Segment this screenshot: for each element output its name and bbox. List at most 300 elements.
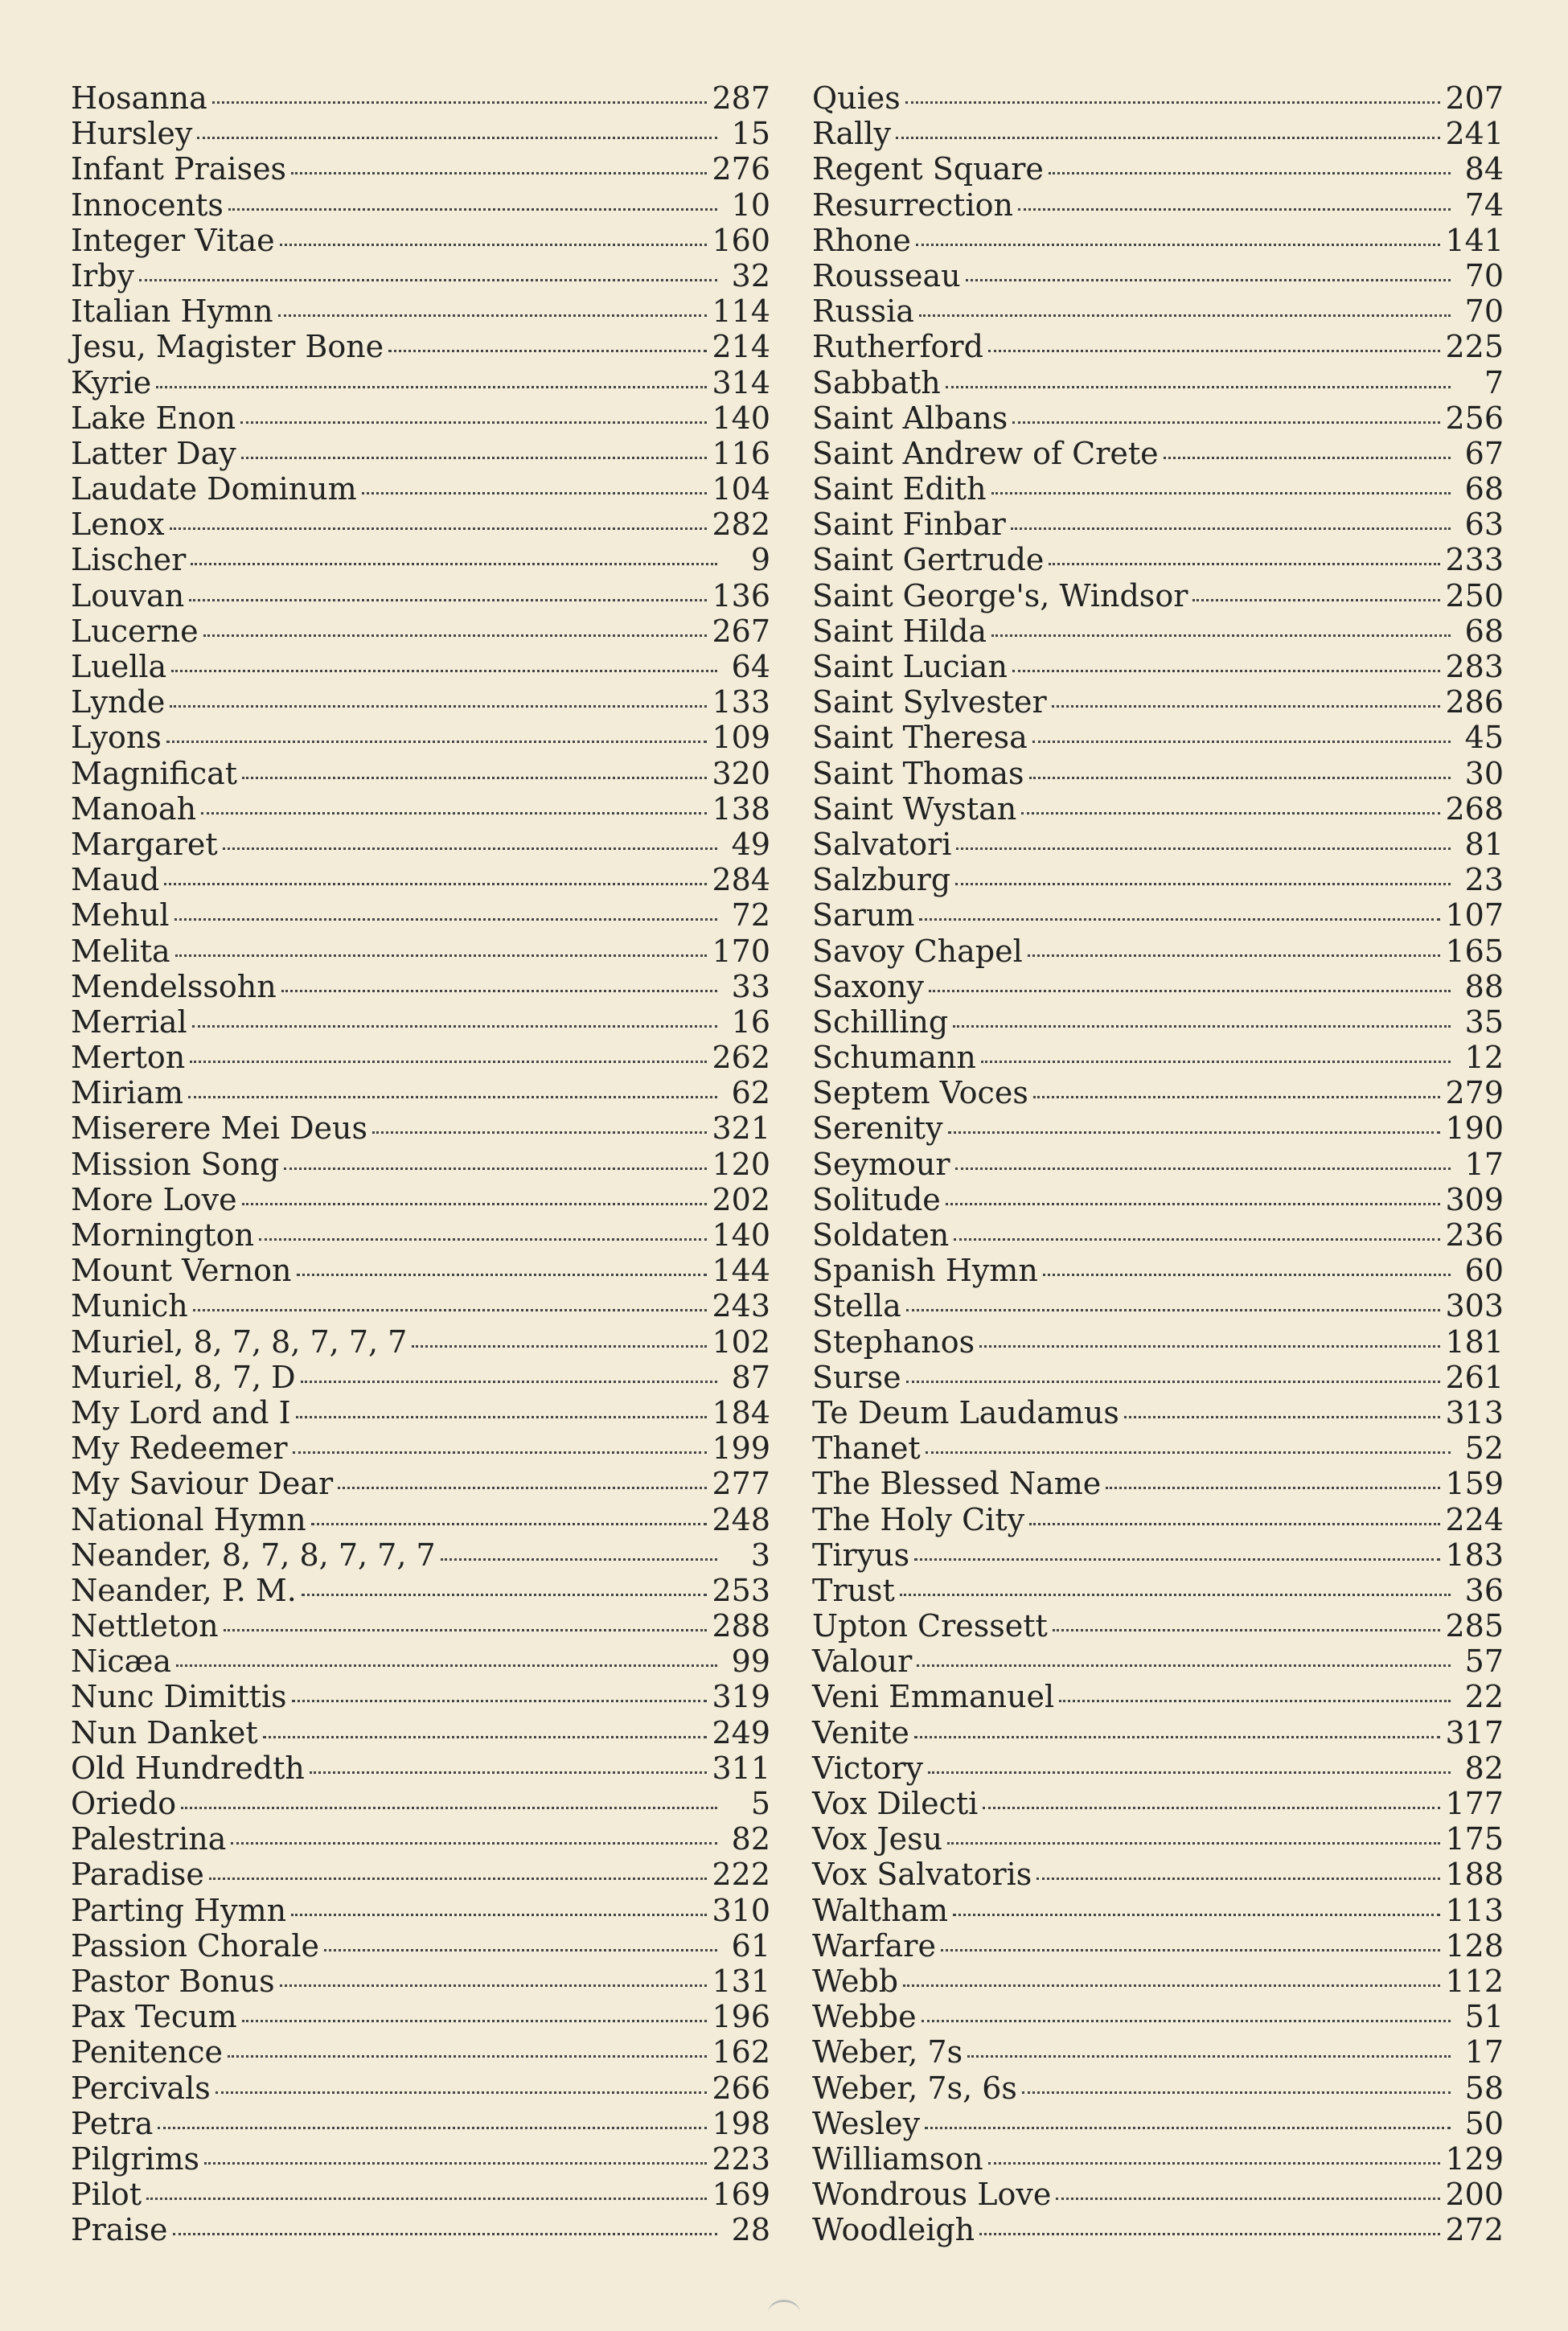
page-number: 286 — [1445, 684, 1504, 720]
dot-leader — [171, 670, 717, 672]
dot-leader — [412, 1345, 707, 1348]
index-entry — [812, 897, 1504, 933]
index-entry — [71, 187, 770, 223]
dot-leader — [224, 1629, 708, 1631]
dot-leader — [284, 1168, 707, 1170]
tune-name: Nicæa — [71, 1644, 172, 1680]
tune-name: Irby — [71, 257, 134, 293]
tune-name: Hursley — [71, 116, 193, 152]
index-entry — [812, 969, 1504, 1004]
dot-leader — [941, 1949, 1441, 1951]
page-number: 113 — [1445, 1892, 1504, 1928]
page-number: 285 — [1445, 1608, 1504, 1644]
page-number: 68 — [1464, 471, 1504, 507]
index-entry — [812, 614, 1504, 649]
dot-leader — [967, 2055, 1451, 2058]
index-entry — [812, 1360, 1504, 1395]
tune-name: Surse — [812, 1359, 901, 1395]
index-entry — [71, 1537, 770, 1573]
index-entry — [71, 720, 770, 755]
dot-leader — [263, 1736, 708, 1738]
dot-leader — [212, 101, 708, 104]
page-number: 133 — [712, 684, 770, 720]
index-entry — [71, 1679, 770, 1714]
dot-leader — [192, 1025, 717, 1028]
page-number: 33 — [731, 968, 770, 1004]
page-number: 223 — [712, 2140, 770, 2177]
dot-leader — [1018, 208, 1451, 211]
index-entry — [812, 1466, 1504, 1501]
dot-leader — [223, 847, 717, 850]
dot-leader — [947, 1842, 1440, 1845]
tune-name: Resurrection — [812, 187, 1013, 223]
index-entry — [812, 223, 1504, 258]
page-number: 177 — [1445, 1786, 1504, 1821]
tune-name: Serenity — [812, 1110, 943, 1147]
index-entry — [812, 1430, 1504, 1466]
page-number: 102 — [712, 1323, 770, 1360]
page-number: 303 — [1445, 1288, 1504, 1324]
dot-leader — [1056, 2198, 1440, 2200]
dot-leader — [228, 2055, 707, 2058]
index-entry — [71, 2070, 770, 2106]
index-entry — [812, 862, 1504, 897]
page-number: 17 — [1464, 2034, 1504, 2070]
tune-name: Saint Andrew of Crete — [812, 435, 1159, 471]
page-number: 311 — [712, 1750, 770, 1786]
page-number: 170 — [712, 933, 770, 969]
tune-name: Wondrous Love — [812, 2177, 1052, 2213]
dot-leader — [929, 990, 1451, 992]
dot-leader — [917, 1664, 1451, 1667]
page-number: 141 — [1445, 222, 1504, 258]
index-entry — [71, 1182, 770, 1217]
index-entry — [812, 2177, 1504, 2212]
tune-name: Percivals — [71, 2070, 211, 2106]
dot-leader — [173, 2233, 717, 2235]
dot-leader — [914, 1736, 1441, 1738]
index-entry — [71, 614, 770, 649]
tune-name: Lenox — [71, 507, 165, 543]
index-entry — [812, 1324, 1504, 1360]
dot-leader — [1033, 1096, 1441, 1098]
dot-leader — [197, 137, 717, 139]
index-entry — [71, 1786, 770, 1821]
dot-leader — [1052, 705, 1441, 708]
tune-name: Innocents — [71, 187, 224, 223]
tune-name: Regent Square — [812, 151, 1044, 187]
dot-leader — [310, 1771, 708, 1774]
page-number: 317 — [1445, 1714, 1504, 1750]
tune-name: Muriel, 8, 7, 8, 7, 7, 7 — [71, 1323, 408, 1360]
tune-name: Spanish Hymn — [812, 1253, 1038, 1289]
page-number: 140 — [712, 1217, 770, 1253]
page-number: 35 — [1464, 1003, 1504, 1040]
dot-leader — [1043, 1274, 1451, 1276]
tune-name: Thanet — [812, 1430, 921, 1467]
tune-name: Russia — [812, 293, 914, 330]
page-number: 104 — [712, 471, 770, 507]
tune-name: Venite — [812, 1714, 909, 1750]
tune-name: Lynde — [71, 684, 166, 720]
page-number: 51 — [1464, 1999, 1504, 2035]
dot-leader — [338, 1487, 707, 1489]
page-number: 88 — [1464, 968, 1504, 1004]
page-number: 313 — [1445, 1394, 1504, 1430]
page-number: 99 — [731, 1644, 770, 1680]
dot-leader — [1022, 2091, 1451, 2094]
page-number: 64 — [731, 649, 770, 684]
tune-name: Webbe — [812, 1999, 917, 2035]
page-number: 200 — [1445, 2177, 1504, 2213]
tune-name: Infant Praises — [71, 151, 287, 187]
index-entry — [71, 1608, 770, 1644]
dot-leader — [139, 279, 717, 281]
page-number: 190 — [1445, 1110, 1504, 1147]
dot-leader — [296, 1416, 708, 1418]
index-entry — [71, 578, 770, 614]
dot-leader — [292, 1700, 708, 1702]
index-entry — [71, 436, 770, 471]
tune-name: Mornington — [71, 1217, 254, 1253]
dot-leader — [955, 883, 1451, 885]
dot-leader — [896, 137, 1441, 139]
dot-leader — [170, 527, 708, 530]
dot-leader — [259, 1238, 707, 1241]
index-entry — [71, 684, 770, 720]
page-number: 16 — [731, 1003, 770, 1040]
dot-leader — [1032, 741, 1451, 743]
index-entry — [71, 1430, 770, 1466]
index-entry — [812, 1857, 1504, 1892]
index-entry — [812, 649, 1504, 684]
index-entry — [812, 1110, 1504, 1146]
tune-name: Pilot — [71, 2177, 142, 2213]
index-entry — [812, 2141, 1504, 2177]
dot-leader — [919, 314, 1451, 317]
page-number: 214 — [712, 329, 770, 365]
index-entry — [71, 1644, 770, 1679]
dot-leader — [1192, 599, 1440, 601]
index-entry — [812, 151, 1504, 187]
tune-name: Vox Dilecti — [812, 1786, 979, 1821]
tune-name: Saint Sylvester — [812, 684, 1047, 720]
index-entry — [71, 756, 770, 791]
page-number: 114 — [712, 293, 770, 330]
dot-leader — [188, 1096, 717, 1098]
page-number: 267 — [712, 613, 770, 649]
dot-leader — [242, 777, 707, 779]
page-number: 224 — [1445, 1501, 1504, 1537]
page-number: 236 — [1445, 1217, 1504, 1253]
tune-name: Salvatori — [812, 826, 952, 862]
dot-leader — [158, 2127, 707, 2129]
dot-leader — [900, 1594, 1451, 1596]
dot-leader — [291, 172, 707, 174]
page-number: 45 — [1464, 720, 1504, 756]
dot-leader — [280, 1984, 708, 1987]
page-number: 320 — [712, 755, 770, 791]
page-number: 49 — [731, 826, 770, 862]
tune-name: My Redeemer — [71, 1430, 288, 1467]
tune-name: Saxony — [812, 968, 924, 1004]
tune-name: Williamson — [812, 2140, 983, 2177]
tune-name: Palestrina — [71, 1821, 227, 1857]
dot-leader — [948, 1131, 1441, 1134]
dot-leader — [1053, 1629, 1441, 1631]
page-number: 58 — [1464, 2070, 1504, 2106]
tune-name: Weber, 7s, 6s — [812, 2070, 1017, 2106]
page-number: 207 — [1445, 80, 1504, 116]
dot-leader — [204, 2162, 707, 2165]
tune-name: More Love — [71, 1181, 237, 1217]
index-entry — [812, 720, 1504, 755]
page-number: 198 — [712, 2105, 770, 2141]
index-entry — [71, 1253, 770, 1288]
page-number: 181 — [1445, 1323, 1504, 1360]
dot-leader — [176, 1664, 717, 1667]
tune-name: My Saviour Dear — [71, 1466, 334, 1502]
tune-name: Nun Danket — [71, 1714, 258, 1750]
dot-leader — [1029, 777, 1451, 779]
page-number: 321 — [712, 1110, 770, 1147]
index-entry — [71, 1502, 770, 1537]
tune-name: Saint Edith — [812, 471, 987, 507]
page-number: 160 — [712, 222, 770, 258]
index-entry — [812, 1928, 1504, 1964]
page-number: 261 — [1445, 1359, 1504, 1395]
dot-leader — [906, 1309, 1441, 1311]
dot-leader — [1106, 1487, 1440, 1489]
dot-leader — [988, 350, 1441, 352]
dot-leader — [201, 812, 707, 815]
page-number: 202 — [712, 1181, 770, 1217]
page-number: 10 — [731, 187, 770, 223]
tune-name: Jesu, Magister Bone — [71, 329, 384, 365]
page-number: 250 — [1445, 577, 1504, 614]
dot-leader — [191, 563, 717, 565]
index-entry — [812, 756, 1504, 791]
tune-name: Victory — [812, 1750, 923, 1786]
tune-name: Melita — [71, 933, 170, 969]
page-number: 262 — [712, 1040, 770, 1076]
index-entry — [71, 1217, 770, 1253]
page-number: 279 — [1445, 1075, 1504, 1111]
index-entry — [812, 684, 1504, 720]
tune-name: Veni Emmanuel — [812, 1679, 1055, 1715]
index-entry — [71, 507, 770, 542]
index-entry — [71, 1964, 770, 1999]
dot-leader — [1012, 670, 1441, 672]
tune-name: Rutherford — [812, 329, 983, 365]
tune-name: Woodleigh — [812, 2212, 975, 2248]
page-number: 309 — [1445, 1181, 1504, 1217]
dot-leader — [925, 2127, 1451, 2129]
dot-leader — [175, 954, 708, 957]
page-number: 36 — [1464, 1572, 1504, 1608]
tune-name: Wesley — [812, 2105, 921, 2141]
page-number: 310 — [712, 1892, 770, 1928]
page-number: 70 — [1464, 257, 1504, 293]
index-entry — [71, 542, 770, 577]
dot-leader — [953, 1914, 1440, 1916]
dot-leader — [311, 1523, 708, 1525]
index-entry — [71, 2212, 770, 2247]
page-number: 30 — [1464, 755, 1504, 791]
page-number: 67 — [1464, 435, 1504, 471]
index-entry — [812, 1040, 1504, 1075]
index-entry — [812, 329, 1504, 364]
index-entry — [71, 1857, 770, 1892]
index-entry — [71, 400, 770, 436]
tune-name: Lyons — [71, 720, 162, 756]
index-entry — [71, 223, 770, 258]
tune-name: National Hymn — [71, 1501, 306, 1537]
index-entry — [812, 2106, 1504, 2141]
index-entry — [812, 1715, 1504, 1750]
dot-leader — [1049, 172, 1451, 174]
page-number: 282 — [712, 507, 770, 543]
tune-name: Manoah — [71, 790, 197, 827]
index-entry — [812, 116, 1504, 151]
index-entry — [71, 1288, 770, 1323]
dot-leader — [1036, 1878, 1440, 1880]
tune-name: Praise — [71, 2212, 168, 2248]
page-number: 169 — [712, 2177, 770, 2213]
dot-leader — [905, 101, 1441, 104]
dot-leader — [193, 1309, 708, 1311]
tune-name: Pastor Bonus — [71, 1963, 275, 1999]
tune-name: Valour — [812, 1644, 913, 1680]
index-column-left — [71, 80, 770, 2247]
index-entry — [71, 1004, 770, 1040]
index-entry — [71, 1075, 770, 1110]
tune-name: Mount Vernon — [71, 1253, 292, 1289]
index-entry — [71, 1893, 770, 1928]
index-entry — [71, 1928, 770, 1964]
dot-leader — [1011, 527, 1451, 530]
tune-name: Vox Salvatoris — [812, 1857, 1032, 1893]
index-entry — [71, 293, 770, 329]
page-number: 32 — [731, 257, 770, 293]
dot-leader — [441, 1558, 717, 1561]
tune-name: Saint Finbar — [812, 507, 1006, 543]
index-entry — [71, 1715, 770, 1750]
dot-leader — [181, 1807, 717, 1809]
index-entry — [812, 1608, 1504, 1644]
page-number: 81 — [1464, 826, 1504, 862]
page-number: 116 — [712, 435, 770, 471]
page-number: 74 — [1464, 187, 1504, 223]
page-number: 61 — [731, 1927, 770, 1964]
dot-leader — [166, 741, 708, 743]
index-entry — [812, 1821, 1504, 1857]
tune-name: Rhone — [812, 222, 911, 258]
page-number: 7 — [1484, 364, 1504, 400]
tune-name: Schilling — [812, 1003, 949, 1040]
dot-leader — [906, 1381, 1441, 1383]
dot-leader — [203, 634, 708, 637]
index-entry — [812, 1893, 1504, 1928]
tune-name: Saint George's, Windsor — [812, 577, 1188, 614]
page-number: 266 — [712, 2070, 770, 2106]
dot-leader — [903, 1984, 1440, 1987]
index-entry — [812, 791, 1504, 827]
dot-leader — [372, 1131, 707, 1134]
dot-leader — [297, 1274, 708, 1276]
tune-name: Waltham — [812, 1892, 948, 1928]
index-entry — [71, 1147, 770, 1182]
index-entry — [812, 1253, 1504, 1288]
dot-leader — [919, 918, 1440, 921]
index-entry — [812, 1288, 1504, 1323]
page-number: 249 — [712, 1714, 770, 1750]
tune-name: Petra — [71, 2105, 154, 2141]
index-entry — [71, 80, 770, 116]
index-entry — [812, 80, 1504, 116]
dot-leader — [1059, 1700, 1451, 1702]
dot-leader — [388, 350, 707, 352]
page-number: 60 — [1464, 1253, 1504, 1289]
page-number: 3 — [750, 1537, 770, 1573]
dot-leader — [914, 1558, 1440, 1561]
index-entry — [71, 1573, 770, 1608]
index-entry — [71, 1110, 770, 1146]
page-number: 184 — [712, 1394, 770, 1430]
page-number: 233 — [1445, 542, 1504, 578]
page-number: 138 — [712, 790, 770, 827]
tune-name: Warfare — [812, 1927, 936, 1964]
tune-name: Weber, 7s — [812, 2034, 963, 2070]
tune-name: Saint Wystan — [812, 790, 1017, 827]
tune-name: Lucerne — [71, 613, 199, 649]
dot-leader — [362, 492, 708, 495]
tune-name: Maud — [71, 862, 160, 898]
page-number: 129 — [1445, 2140, 1504, 2177]
page-number: 109 — [712, 720, 770, 756]
tune-name: The Blessed Name — [812, 1466, 1102, 1502]
dot-leader — [228, 208, 717, 211]
index-entry — [812, 1502, 1504, 1537]
page-number: 288 — [712, 1608, 770, 1644]
dot-leader — [281, 990, 717, 992]
tune-name: Pilgrims — [71, 2140, 200, 2177]
index-entry — [812, 471, 1504, 507]
tune-name: Salzburg — [812, 862, 951, 898]
tune-name: Webb — [812, 1963, 899, 1999]
page-number: 277 — [712, 1466, 770, 1502]
index-entry — [71, 2106, 770, 2141]
index-entry — [71, 1821, 770, 1857]
index-entry — [71, 897, 770, 933]
index-entry — [812, 365, 1504, 400]
dot-leader — [1049, 563, 1440, 565]
tune-name: Integer Vitae — [71, 222, 275, 258]
page-number: 9 — [750, 542, 770, 578]
tune-name: Saint Thomas — [812, 755, 1024, 791]
tune-name: Hosanna — [71, 80, 207, 116]
tune-name: Merton — [71, 1040, 186, 1076]
page-number: 63 — [1464, 507, 1504, 543]
tune-name: Merrial — [71, 1003, 187, 1040]
dot-leader — [956, 847, 1451, 850]
tune-name: Miriam — [71, 1075, 184, 1111]
dot-leader — [1124, 1416, 1441, 1418]
page-number: 284 — [712, 862, 770, 898]
tune-name: Miserere Mei Deus — [71, 1110, 367, 1147]
tune-name: Luella — [71, 649, 167, 684]
index-entry — [71, 862, 770, 897]
